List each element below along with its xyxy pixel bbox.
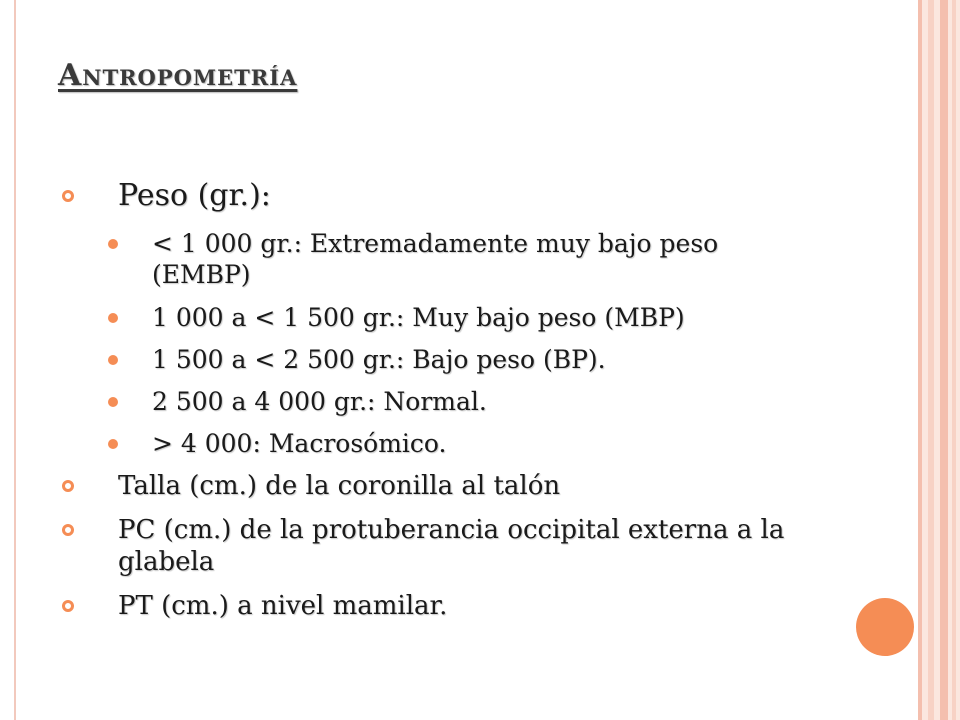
bullet-peso <box>62 178 822 214</box>
sub-bullet-text: > 4 000: Macrosómico. <box>152 429 447 458</box>
decorative-stripe <box>928 0 934 720</box>
sub-bullet-text: 2 500 a 4 000 gr.: Normal. <box>152 387 487 416</box>
ring-bullet-icon <box>62 600 74 612</box>
bullet-text: PT (cm.) a nivel mamilar. <box>118 591 448 621</box>
bullet-text: Talla (cm.) de la coronilla al talón <box>118 471 561 501</box>
dot-bullet-icon <box>108 397 118 407</box>
left-border-line <box>14 0 16 720</box>
dot-bullet-icon <box>108 239 118 249</box>
sub-bullet-mbp <box>108 302 808 333</box>
sub-bullet-macrosomico <box>108 428 808 459</box>
sub-bullet-embp <box>108 228 808 290</box>
sub-bullet-text: < 1 000 gr.: Extremadamente muy bajo peso (EMBP) <box>152 229 719 289</box>
decorative-circle <box>856 598 914 656</box>
decorative-stripe <box>940 0 948 720</box>
decorative-stripe <box>918 0 922 720</box>
bullet-text: Peso (gr.): <box>118 178 271 213</box>
dot-bullet-icon <box>108 355 118 365</box>
decorative-stripe <box>952 0 956 720</box>
bullet-pt <box>62 590 822 622</box>
sub-bullet-normal <box>108 386 808 417</box>
sub-bullet-bp <box>108 344 808 375</box>
bullet-pc <box>62 514 822 578</box>
dot-bullet-icon <box>108 313 118 323</box>
bullet-talla <box>62 470 822 502</box>
dot-bullet-icon <box>108 439 118 449</box>
sub-bullet-text: 1 500 a < 2 500 gr.: Bajo peso (BP). <box>152 345 606 374</box>
ring-bullet-icon <box>62 524 74 536</box>
bullet-text: PC (cm.) de la protuberancia occipital externa a la glabela <box>118 515 785 577</box>
slide-title: Antropometría <box>58 58 298 93</box>
sub-bullet-text: 1 000 a < 1 500 gr.: Muy bajo peso (MBP) <box>152 303 685 332</box>
ring-bullet-icon <box>62 190 74 202</box>
ring-bullet-icon <box>62 480 74 492</box>
